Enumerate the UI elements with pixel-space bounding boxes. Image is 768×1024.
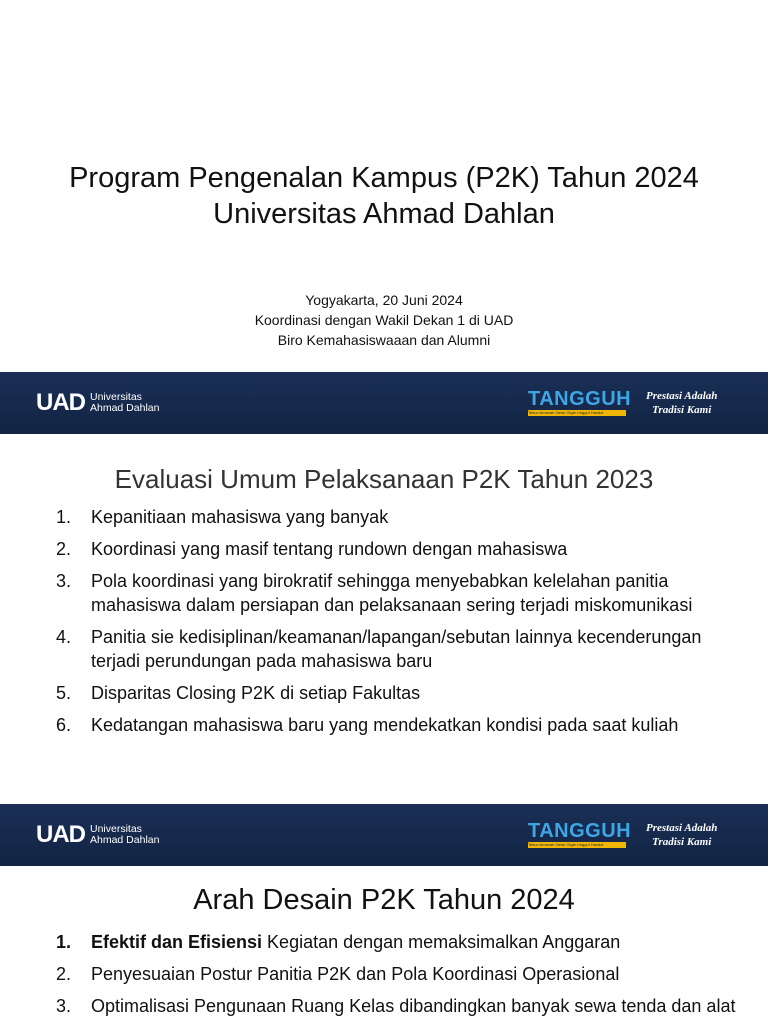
title-line-2: Universitas Ahmad Dahlan [213, 198, 555, 230]
list-item-number: 6. [56, 715, 72, 735]
slide-arah-desain [0, 866, 768, 1024]
list-item [56, 625, 746, 673]
list-item-text: Pola koordinasi yang birokratif sehingga menyebabkan kelelahan panitia mahasiswa dalam persiapan dan pelaksanaan sering terjadi miskomunikasi [91, 571, 693, 615]
list-item-text: Penyesuaian Postur Panitia P2K dan Pola Koordinasi Operasional [91, 964, 620, 984]
slide-heading: Evaluasi Umum Pelaksanaan P2K Tahun 2023 [114, 464, 654, 494]
list-item-number: 2. [56, 964, 72, 984]
list-item-text: Koordinasi yang masif tentang rundown dengan mahasiswa [91, 539, 568, 559]
subtitle-meeting: Koordinasi dengan Wakil Dekan 1 di UAD [254, 312, 514, 328]
list-item [56, 994, 746, 1018]
list-item-number: 2. [56, 539, 72, 559]
list-item-number: 3. [56, 571, 72, 591]
list-item-text: Efektif dan Efisiensi Kegiatan dengan memaksimalkan Anggaran [91, 932, 621, 952]
list-item [56, 681, 746, 705]
design-list [56, 930, 746, 1024]
list-item-bold: Efektif dan Efisiensi [91, 932, 263, 952]
subtitle-date: Yogyakarta, 20 Juni 2024 [305, 292, 463, 308]
list-item-number: 5. [56, 683, 72, 703]
uad-logo: UAD Universitas Ahmad Dahlan [36, 389, 160, 416]
slide-title-heading [0, 160, 768, 232]
tangguh-logo: TANGGUH Tekun Amanah Gelar Gigih Unggul Handal [528, 820, 632, 847]
list-item-text: Panitia sie kedisiplinan/keamanan/lapangan/sebutan lainnya kecenderungan terjadi perundungan pada mahasiswa baru [91, 627, 702, 671]
slide-evaluasi [0, 434, 768, 804]
motto-logo: Prestasi Adalah Tradisi Kami [646, 822, 718, 848]
list-item-number: 4. [56, 627, 72, 647]
list-item-text: Kepanitiaan mahasiswa yang banyak [91, 507, 389, 527]
list-item [56, 505, 746, 529]
slide-heading: Arah Desain P2K Tahun 2024 [193, 884, 575, 916]
list-item [56, 569, 746, 617]
list-item-number: 1. [56, 507, 72, 527]
list-item [56, 537, 746, 561]
evaluation-list [56, 505, 746, 745]
slide-subtitle [0, 290, 768, 350]
list-item [56, 930, 746, 954]
slide-title [0, 0, 768, 372]
title-line-1: Program Pengenalan Kampus (P2K) Tahun 2024 [69, 162, 699, 194]
list-item-text: Disparitas Closing P2K di setiap Fakultas [91, 683, 421, 703]
motto-logo: Prestasi Adalah Tradisi Kami [646, 390, 718, 416]
list-item-number: 1. [56, 932, 72, 952]
uad-logo: UAD Universitas Ahmad Dahlan [36, 821, 160, 848]
list-item-text: Optimalisasi Pengunaan Ruang Kelas dibandingkan banyak sewa tenda dan alat [91, 996, 736, 1016]
uad-banner [0, 804, 768, 866]
tangguh-logo: TANGGUH Tekun Amanah Gelar Gigih Unggul Handal [528, 388, 632, 415]
list-item-number: 3. [56, 996, 72, 1016]
uad-banner [0, 372, 768, 434]
list-item [56, 962, 746, 986]
list-item-text: Kedatangan mahasiswa baru yang mendekatkan kondisi pada saat kuliah [91, 715, 679, 735]
list-item [56, 713, 746, 737]
subtitle-bureau: Biro Kemahasiswaaan dan Alumni [277, 332, 491, 348]
